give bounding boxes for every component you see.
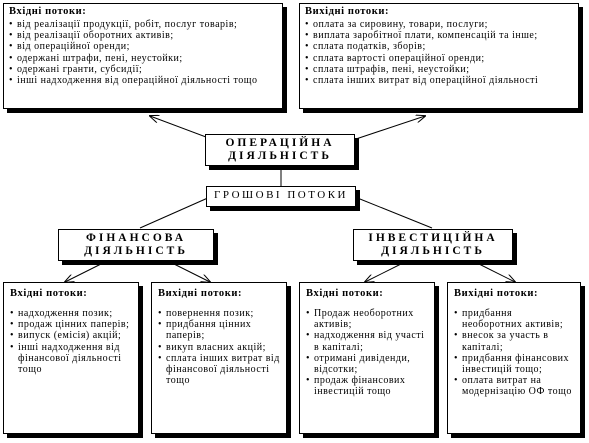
financial-inflows-box (3, 282, 139, 434)
investment-inflows-box (299, 282, 435, 434)
list-item: • одержані штрафи, пені, неустойки; (9, 53, 277, 64)
list-item: • продаж цінних паперів; (10, 319, 132, 330)
financial-outflows-box (151, 282, 287, 434)
list-item: • від реалізації оборотних активів; (9, 30, 277, 41)
cash-flows-label: ГРОШОВІ ПОТОКИ (213, 189, 349, 201)
investment-inflows-list (306, 308, 428, 398)
financial-title-line1: ФІНАНСОВА (85, 232, 187, 244)
list-item: • інші надходження від операційної діяльності тощо (9, 75, 277, 86)
investment-inflows-header: Вхідні потоки: (306, 288, 384, 299)
investment-title-line2: ДІЯЛЬНІСТЬ (381, 245, 485, 257)
operating-title-line1: ОПЕРАЦІЙНА (225, 137, 335, 149)
operating-outflows-box (299, 3, 579, 109)
list-item: • викуп власних акцій; (158, 342, 280, 353)
list-item: • отримані дивіденди, відсотки; (306, 353, 428, 375)
list-item: • оплата витрат на модернізацію ОФ тощо (454, 375, 574, 397)
operating-outflows-header: Вихідні потоки: (305, 6, 390, 17)
line-cashflows-to-financial (140, 197, 210, 228)
list-item: • надходження від участі в капіталі; (306, 330, 428, 352)
operating-inflows-box (3, 3, 283, 109)
operating-inflows-list (9, 19, 277, 86)
investment-outflows-list (454, 308, 574, 398)
cash-flows-box (206, 186, 356, 207)
line-cashflows-to-investment (355, 197, 432, 228)
investment-activity-title (353, 229, 513, 261)
list-item: • Продаж необоротних активів; (306, 308, 428, 330)
operating-outflows-list (305, 19, 573, 86)
list-item: • сплата інших витрат від операційної діяльності (305, 75, 573, 86)
list-item: • інші надходження від фінансової діяльності тощо (10, 342, 132, 376)
list-item: • придбання фінансових інвестицій тощо; (454, 353, 574, 375)
financial-outflows-header: Вихідні потоки: (158, 288, 243, 299)
list-item: • повернення позик; (158, 308, 280, 319)
financial-title-line2: ДІЯЛЬНІСТЬ (84, 245, 188, 257)
list-item: • внесок за участь в капіталі; (454, 330, 574, 352)
list-item: • сплата інших витрат від фінансової діяльності тощо (158, 353, 280, 387)
list-item: • випуск (емісія) акцій; (10, 330, 132, 341)
financial-inflows-header: Вхідні потоки: (10, 288, 88, 299)
investment-outflows-box (447, 282, 581, 434)
arrow-investment-to-outflows (475, 262, 515, 282)
financial-outflows-list (158, 308, 280, 386)
list-item: • сплата податків, зборів; (305, 41, 573, 52)
list-item: • від операційної оренди; (9, 41, 277, 52)
operating-title-line2: ДІЯЛЬНІСТЬ (228, 150, 332, 162)
arrow-financial-to-outflows (170, 262, 210, 282)
operating-activity-title (205, 134, 355, 166)
operating-inflows-header: Вхідні потоки: (9, 6, 87, 17)
investment-outflows-header: Вихідні потоки: (454, 288, 539, 299)
list-item: • виплата заробітної плати, компенсацій та інше; (305, 30, 573, 41)
list-item: • надходження позик; (10, 308, 132, 319)
list-item: • оплата за сировину, товари, послуги; (305, 19, 573, 30)
list-item: • сплата штрафів, пені, неустойки; (305, 64, 573, 75)
list-item: • придбання необоротних активів; (454, 308, 574, 330)
financial-inflows-list (10, 308, 132, 375)
arrow-investment-to-inflows (365, 262, 405, 282)
list-item: • придбання цінних паперів; (158, 319, 280, 341)
list-item: • продаж фінансових інвестицій тощо (306, 375, 428, 397)
list-item: • одержані гранти, субсидії; (9, 64, 277, 75)
investment-title-line1: ІНВЕСТИЦІЙНА (368, 232, 498, 244)
list-item: • від реалізації продукції, робіт, послуг товарів; (9, 19, 277, 30)
financial-activity-title (58, 229, 214, 261)
arrow-financial-to-inflows (65, 262, 105, 282)
list-item: • сплата вартості операційної оренди; (305, 53, 573, 64)
